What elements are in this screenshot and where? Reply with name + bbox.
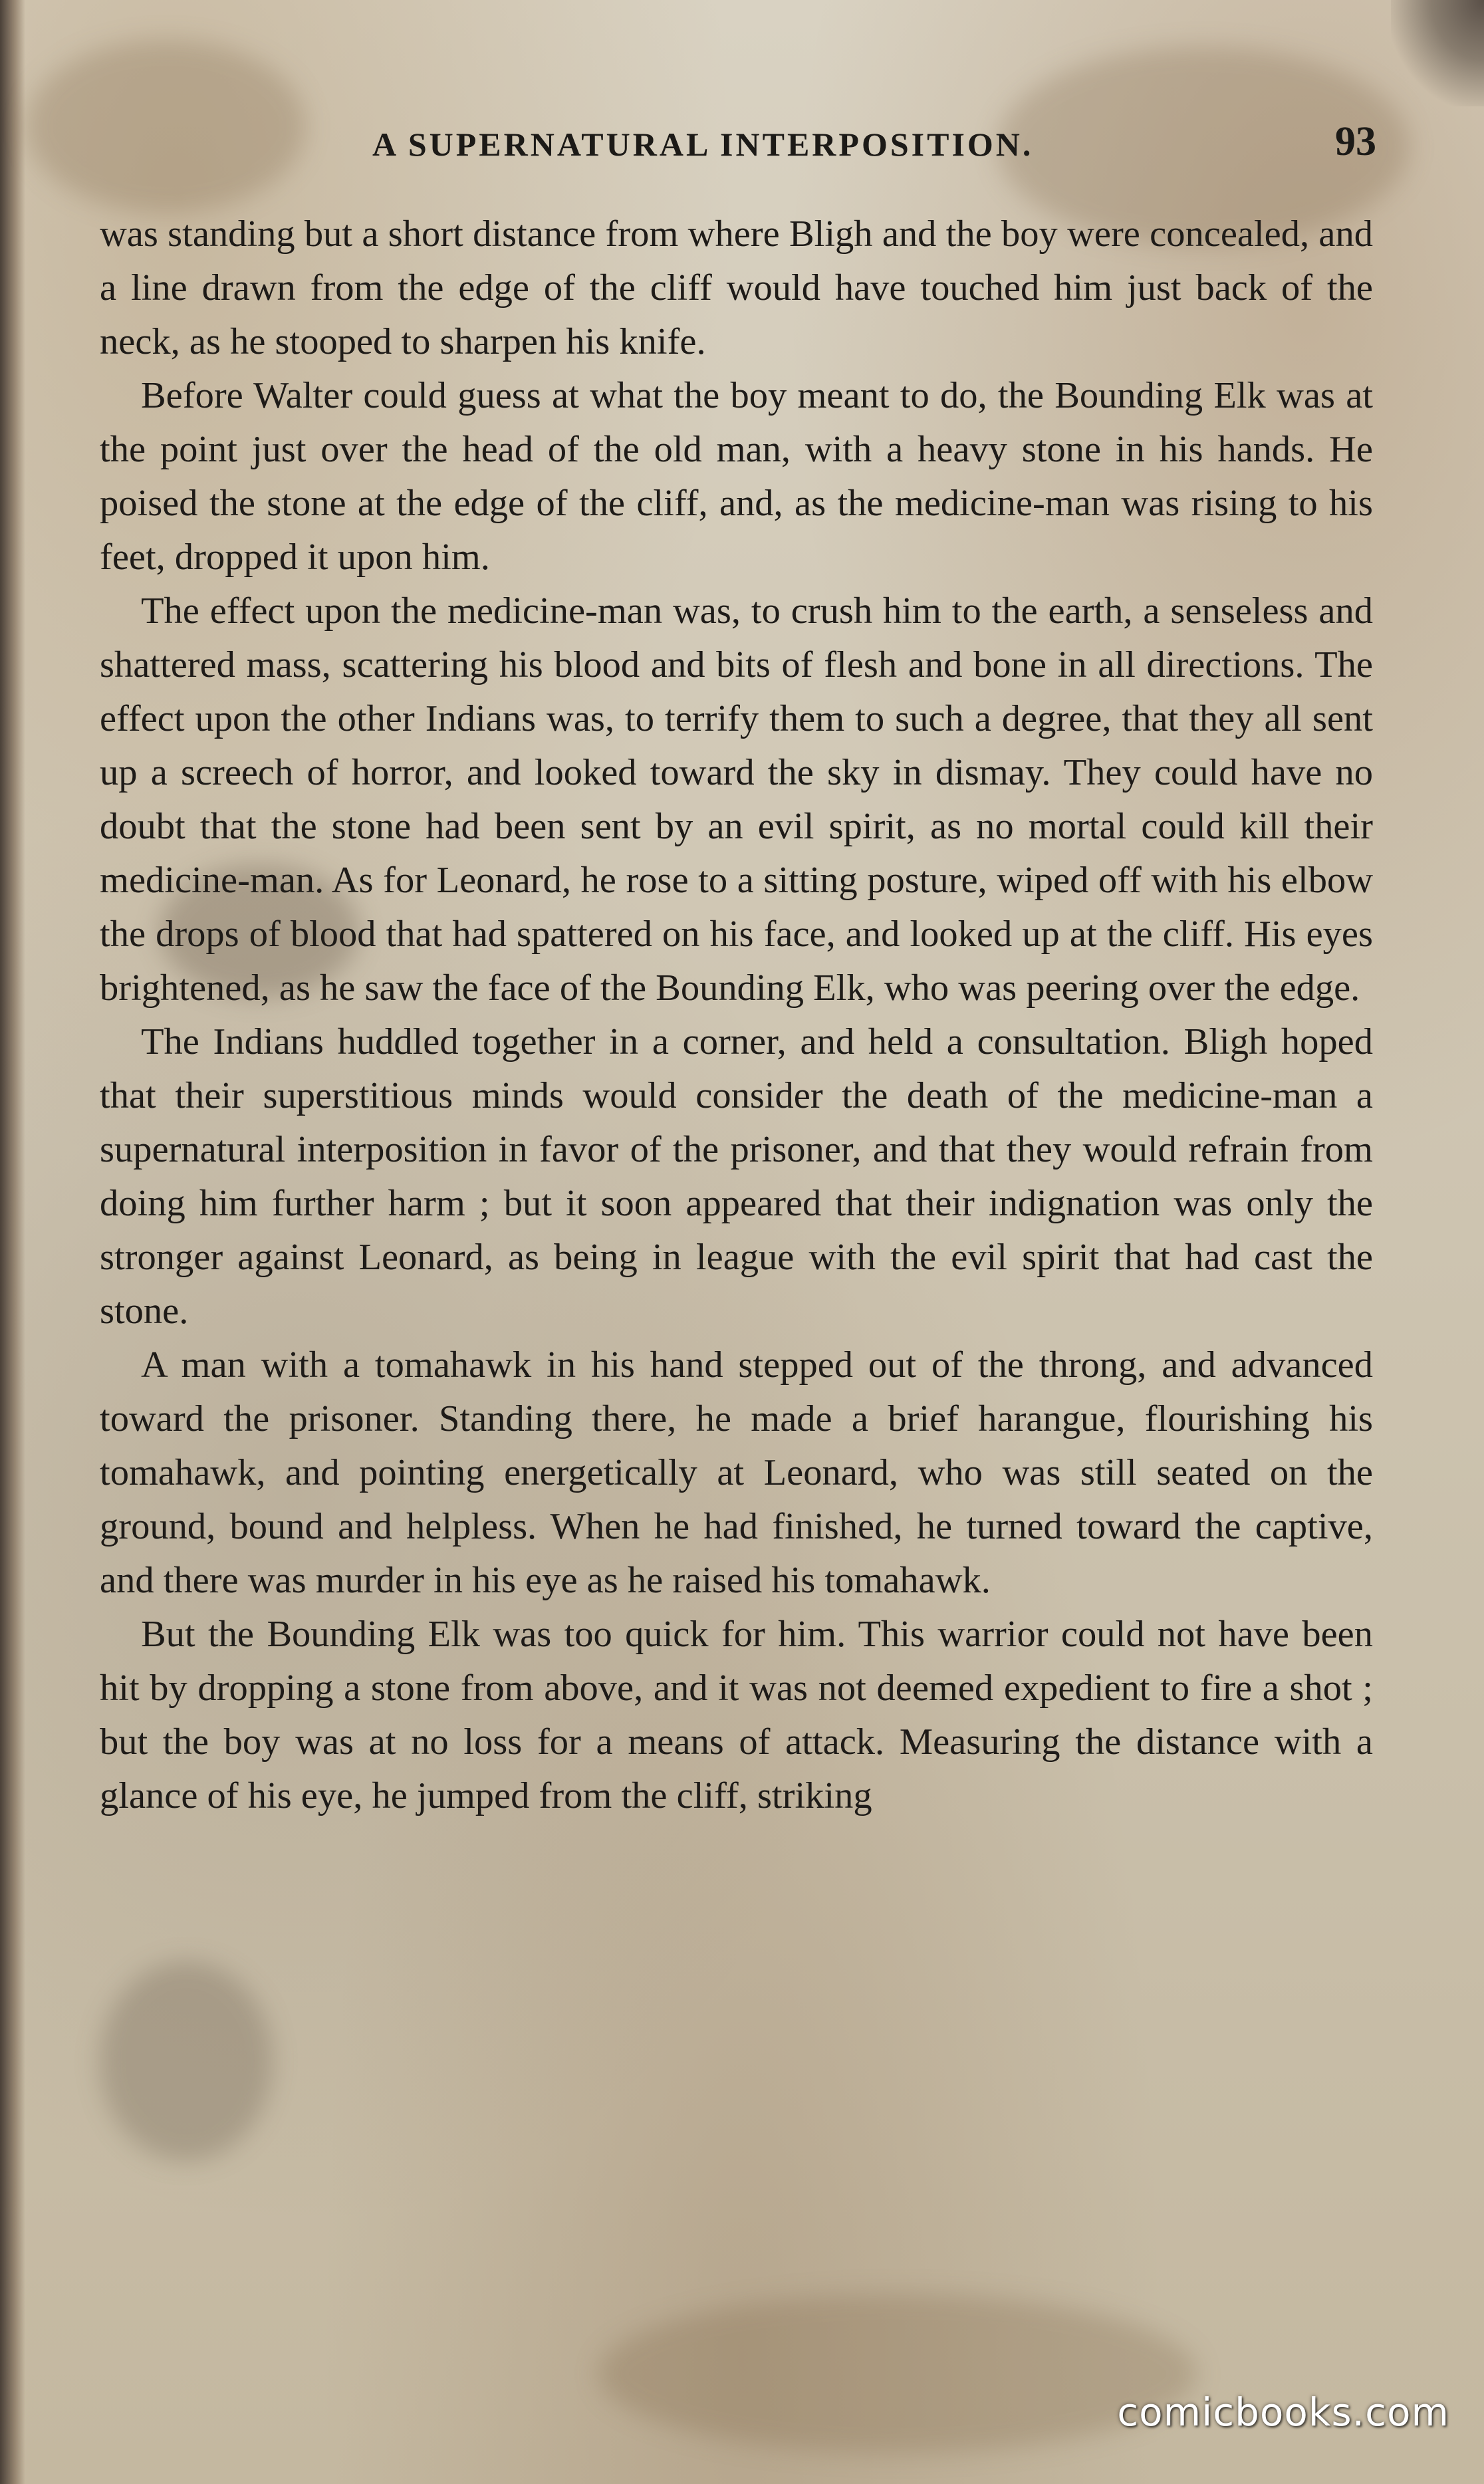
paragraph: Before Walter could guess at what the boy meant to do, the Bounding Elk was at the point just over the head of the old man, with a heavy stone in his hands. He poised the stone at the edge of the cliff, and, as the medicine-man was rising to his feet, dropped it upon him.	[100, 375, 1373, 578]
paragraph: The effect upon the medicine-man was, to crush him to the earth, a senseless and shattered mass, scattering his blood and bits of flesh and bone in all directions. The effect upon the other Indians was, to terrify them to such a degree, that they all sent up a screech of horror, and looked toward the sky in dismay. They could have no doubt that the stone had been sent by an evil spirit, as no mortal could kill their medicine-man. As for Leonard, he rose to a sitting posture, wiped off with his elbow the drops of blood that had spattered on his face, and looked up at the cliff. His eyes brightened, as he saw the face of the Bounding Elk, who was peering over the edge.	[100, 590, 1373, 1009]
page-binding-edge	[0, 0, 25, 2484]
page-number: 93	[1335, 119, 1376, 164]
watermark: comicbooks.com	[1117, 2390, 1449, 2435]
body-text	[100, 207, 1373, 1823]
running-head	[106, 118, 1376, 172]
paragraph: The Indians huddled together in a corner, and held a consultation. Bligh hoped that their superstitious minds would consider the death of the medicine-man a supernatural interposition in favor of the prisoner, and that they would refrain from doing him further harm ; but it soon appeared that their indignation was only the stronger against Leonard, as being in league with the evil spirit that had cast the stone.	[100, 1021, 1373, 1332]
paper-stain	[100, 1961, 273, 2161]
paragraph: But the Bounding Elk was too quick for him. This warrior could not have been hit by dropping a stone from above, and it was not deemed expedient to fire a shot ; but the boy was at no loss for a means of attack. Measuring the distance with a glance of his eye, he jumped from the cliff, striking	[100, 1614, 1373, 1816]
paragraph: A man with a tomahawk in his hand stepped out of the throng, and advanced toward the prisoner. Standing there, he made a brief harangue, flourishing his tomahawk, and pointing energetically at Leonard, who was still seated on the ground, bound and helpless. When he had finished, he turned toward the captive, and there was murder in his eye as he raised his tomahawk.	[100, 1344, 1373, 1601]
paragraph: was standing but a short distance from where Bligh and the boy were concealed, and a line drawn from the edge of the cliff would have touched him just back of the neck, as he stooped to sharpen his knife.	[100, 213, 1373, 362]
running-head-title: A SUPERNATURAL INTERPOSITION.	[372, 126, 1034, 163]
paper-stain	[598, 2294, 1197, 2453]
page-corner-wear	[1391, 0, 1484, 106]
